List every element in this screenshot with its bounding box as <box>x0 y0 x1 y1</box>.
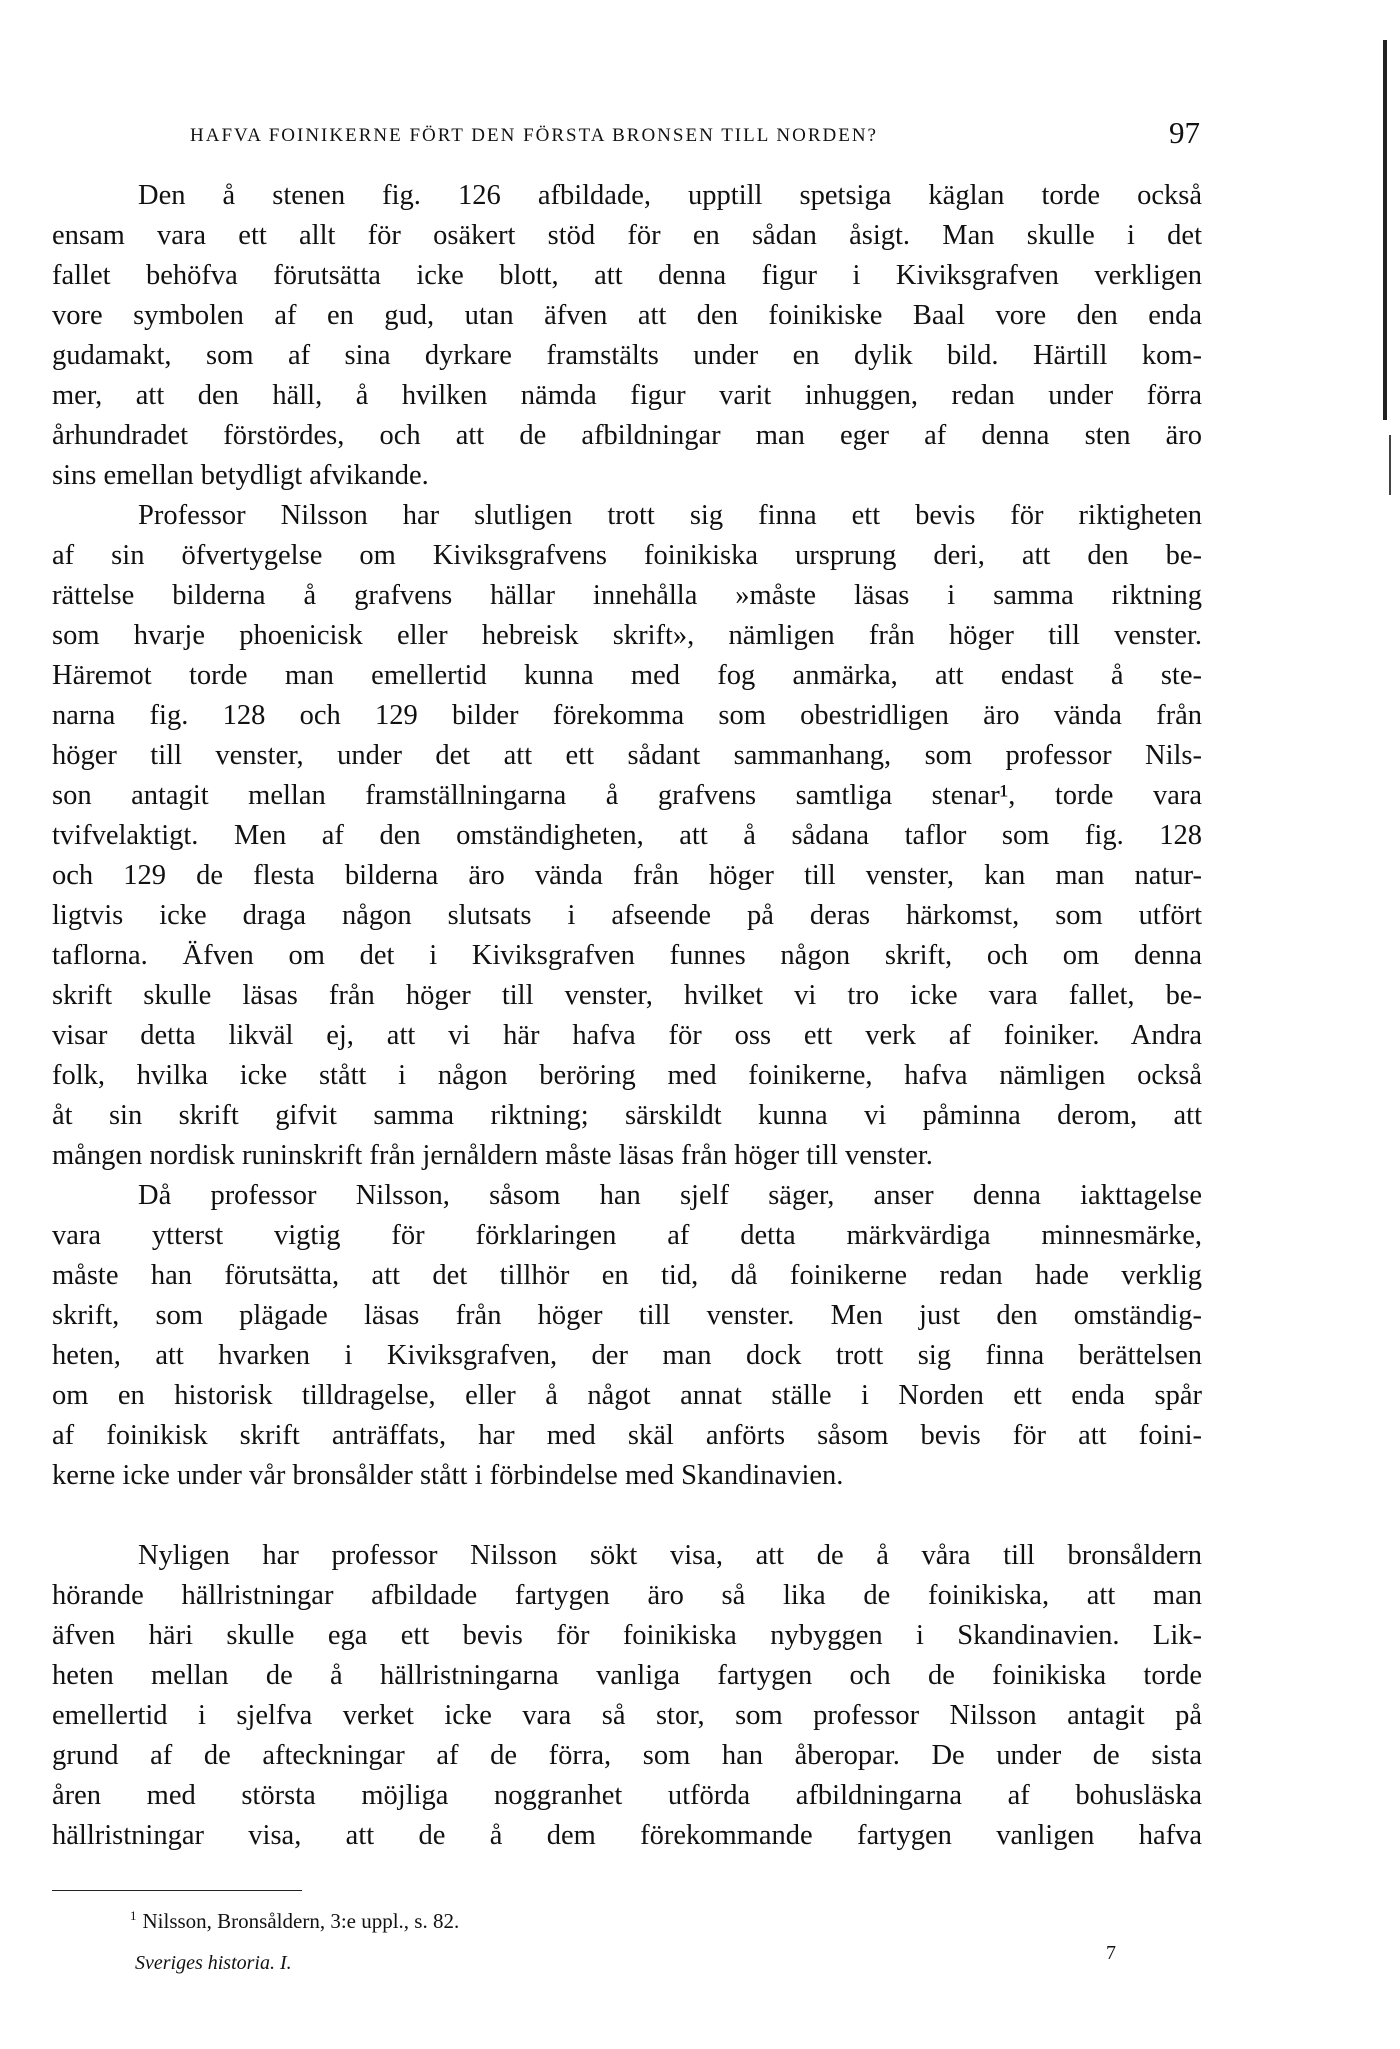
footnote-rule <box>52 1890 302 1891</box>
running-head-title: HAFVA FOINIKERNE FÖRT DEN FÖRSTA BRONSEN TILL NORDEN? <box>190 125 878 146</box>
text-line: skrift, som plägade läsas från höger till venster. Men just den omständig- <box>52 1300 1202 1331</box>
text-line: mången nordisk runinskrift från jernåldern måste läsas från höger till venster. <box>52 1140 933 1171</box>
text-line: om en historisk tilldragelse, eller å något annat ställe i Norden ett enda spår <box>52 1380 1202 1411</box>
footnote-marker: 1 <box>130 1908 137 1923</box>
text-line: fallet behöfva förutsätta icke blott, att denna figur i Kiviksgrafven verkligen <box>52 260 1202 291</box>
text-line: heten, att hvarken i Kiviksgrafven, der man dock trott sig finna berättelsen <box>52 1340 1202 1371</box>
text-line: mer, att den häll, å hvilken nämda figur varit inhuggen, redan under förra <box>52 380 1202 411</box>
text-line: måste han förutsätta, att det tillhör en tid, då foinikerne redan hade verklig <box>52 1260 1202 1291</box>
text-line: sins emellan betydligt afvikande. <box>52 460 429 491</box>
text-line: grund af de afteckningar af de förra, som han åberopar. De under de sista <box>52 1740 1202 1771</box>
text-line: åt sin skrift gifvit samma riktning; särskildt kunna vi påminna derom, att <box>52 1100 1202 1131</box>
text-line: höger till venster, under det att ett sådant sammanhang, som professor Nils- <box>52 740 1202 771</box>
text-line: Professor Nilsson har slutligen trott sig finna ett bevis för riktigheten <box>138 500 1202 531</box>
binding-edge-lower <box>1389 435 1391 495</box>
text-line: visar detta likväl ej, att vi här hafva för oss ett verk af foiniker. Andra <box>52 1020 1202 1051</box>
text-line: och 129 de flesta bilderna äro vända från höger till venster, kan man natur- <box>52 860 1202 891</box>
text-line: vara ytterst vigtig för förklaringen af detta märkvärdiga minnesmärke, <box>52 1220 1202 1251</box>
text-line: heten mellan de å hällristningarna vanliga fartygen och de foinikiska torde <box>52 1660 1202 1691</box>
text-line: som hvarje phoenicisk eller hebreisk skrift», nämligen från höger till venster. <box>52 620 1202 651</box>
text-line: ligtvis icke draga någon slutsats i afseende på deras härkomst, som utfört <box>52 900 1202 931</box>
text-line: taflorna. Äfven om det i Kiviksgrafven funnes någon skrift, och om denna <box>52 940 1202 971</box>
text-line: Den å stenen fig. 126 afbildade, upptill spetsiga käglan torde också <box>138 180 1202 211</box>
text-line: äfven häri skulle ega ett bevis för foinikiska nybyggen i Skandinavien. Lik- <box>52 1620 1202 1651</box>
footnote <box>130 1908 459 1934</box>
signature-mark: Sveriges historia. I. <box>135 1952 292 1974</box>
text-line: Häremot torde man emellertid kunna med fog anmärka, att endast å ste- <box>52 660 1202 691</box>
text-line: vore symbolen af en gud, utan äfven att den foinikiske Baal vore den enda <box>52 300 1202 331</box>
text-line: narna fig. 128 och 129 bilder förekomma som obestridligen äro vända från <box>52 700 1202 731</box>
signature-number: 7 <box>1106 1942 1116 1964</box>
text-line: gudamakt, som af sina dyrkare framstälts under en dylik bild. Härtill kom- <box>52 340 1202 371</box>
text-line: Då professor Nilsson, såsom han sjelf säger, anser denna iakttagelse <box>138 1180 1202 1211</box>
page-number: 97 <box>1169 115 1200 150</box>
text-line: af sin öfvertygelse om Kiviksgrafvens foinikiska ursprung deri, att den be- <box>52 540 1202 571</box>
text-line: kerne icke under vår bronsålder stått i förbindelse med Skandinavien. <box>52 1460 844 1491</box>
footnote-text: Nilsson, Bronsåldern, 3:e uppl., s. 82. <box>142 1909 460 1933</box>
running-head <box>190 115 1200 155</box>
text-line: emellertid i sjelfva verket icke vara så stor, som professor Nilsson antagit på <box>52 1700 1202 1731</box>
binding-edge <box>1383 40 1387 420</box>
text-line: hällristningar visa, att de å dem förekommande fartygen vanligen hafva <box>52 1820 1202 1851</box>
text-line: århundradet förstördes, och att de afbildningar man eger af denna sten äro <box>52 420 1202 451</box>
text-line: folk, hvilka icke stått i någon beröring med foinikerne, hafva nämligen också <box>52 1060 1202 1091</box>
text-line: ensam vara ett allt för osäkert stöd för en sådan åsigt. Man skulle i det <box>52 220 1202 251</box>
text-line: Nyligen har professor Nilsson sökt visa, att de å våra till bronsåldern <box>138 1540 1202 1571</box>
text-line: af foinikisk skrift anträffats, har med skäl anförts såsom bevis för att foini- <box>52 1420 1202 1451</box>
text-line: tvifvelaktigt. Men af den omständigheten, att å sådana taflor som fig. 128 <box>52 820 1202 851</box>
text-line: hörande hällristningar afbildade fartygen äro så lika de foinikiska, att man <box>52 1580 1202 1611</box>
text-line: son antagit mellan framställningarna å grafvens samtliga stenar¹, torde vara <box>52 780 1202 811</box>
text-line: skrift skulle läsas från höger till venster, hvilket vi tro icke vara fallet, be- <box>52 980 1202 1011</box>
text-line: rättelse bilderna å grafvens hällar innehålla »måste läsas i samma riktning <box>52 580 1202 611</box>
text-line: åren med största möjliga noggranhet utförda afbildningarna af bohusläska <box>52 1780 1202 1811</box>
